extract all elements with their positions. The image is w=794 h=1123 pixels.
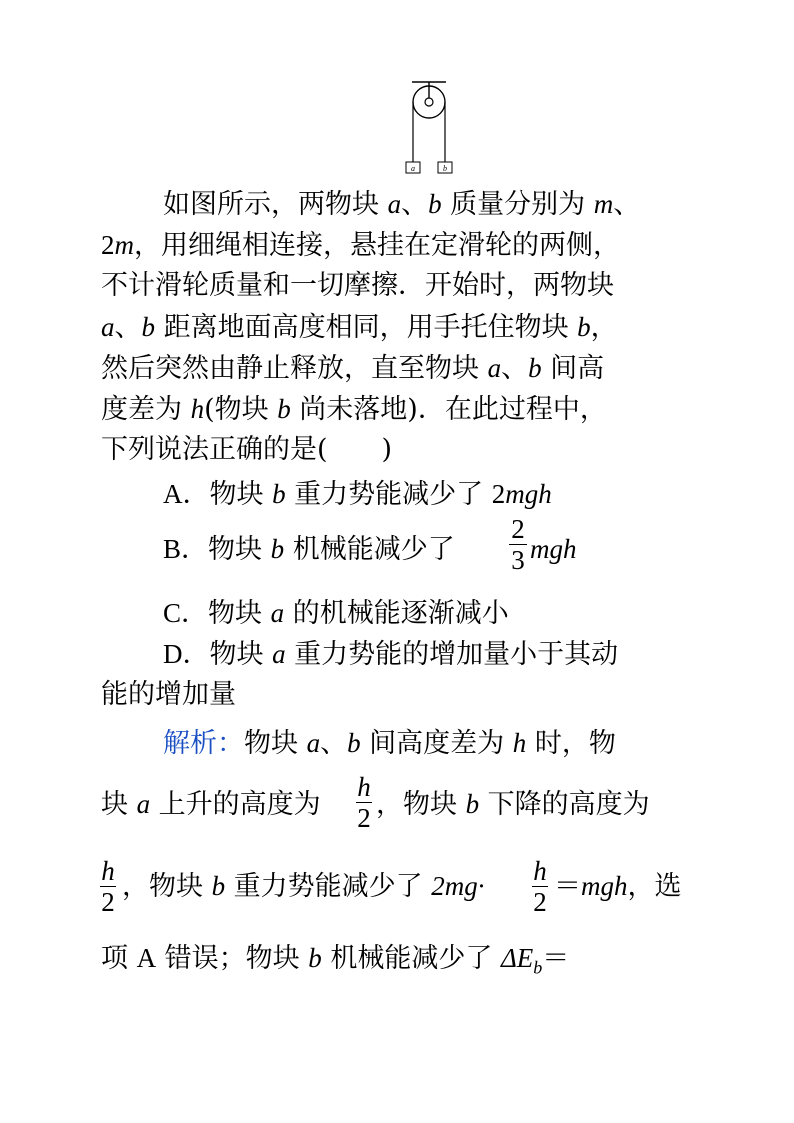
question-line-7: 下列说法正确的是( ) <box>101 434 393 465</box>
option-b[interactable]: B．物块 b 机械能减少了 <box>163 534 455 565</box>
solution-line-2b: ，物块 b 下降的高度为 <box>376 789 650 820</box>
option-b-fraction: 2 3 <box>505 514 531 575</box>
solution-frac-1: h 2 <box>357 772 371 833</box>
solution-label: 解析： <box>163 728 244 759</box>
solution-frac-2: h 2 <box>101 856 115 917</box>
option-b-var: mgh <box>530 534 577 564</box>
question-line-3: 不计滑轮质量和一切摩擦．开始时，两物块 <box>101 270 614 301</box>
solution-line-3b: ＝mgh，选 <box>554 871 682 902</box>
option-d[interactable]: D．物块 a 重力势能的增加量小于其动 <box>163 639 619 670</box>
block-b-label: b <box>443 164 447 173</box>
question-line-5: 然后突然由静止释放，直至物块 a、b 间高 <box>101 353 605 384</box>
question-line-2: 2m，用细绳相连接，悬挂在定滑轮的两侧， <box>101 230 620 261</box>
option-a[interactable]: A．物块 b 重力势能减少了 2mgh <box>163 479 552 510</box>
question-line-6: 度差为 h(物块 b 尚未落地)．在此过程中， <box>101 394 607 425</box>
question-line-1: 如图所示，两物块 a、b 质量分别为 m、 <box>163 189 641 220</box>
pulley-axle <box>425 98 433 106</box>
block-a-label: a <box>411 164 415 173</box>
question-line-4: a、b 距离地面高度相同，用手托住物块 b， <box>101 312 618 343</box>
solution-frac-3: h 2 <box>533 856 547 917</box>
solution-line-1: 解析：物块 a、b 间高度差为 h 时，物 <box>163 728 616 759</box>
option-c[interactable]: C．物块 a 的机械能逐渐减小 <box>163 598 509 629</box>
solution-line-4: 项 A 错误；物块 b 机械能减少了 $\Delta E_b=$ <box>101 943 570 978</box>
option-d-continuation: 能的增加量 <box>101 679 236 710</box>
solution-line-3a: ，物块 b 重力势能减少了 2mg· <box>122 871 485 902</box>
pulley-diagram <box>400 78 460 178</box>
solution-line-2a: 块 a 上升的高度为 <box>101 789 321 820</box>
